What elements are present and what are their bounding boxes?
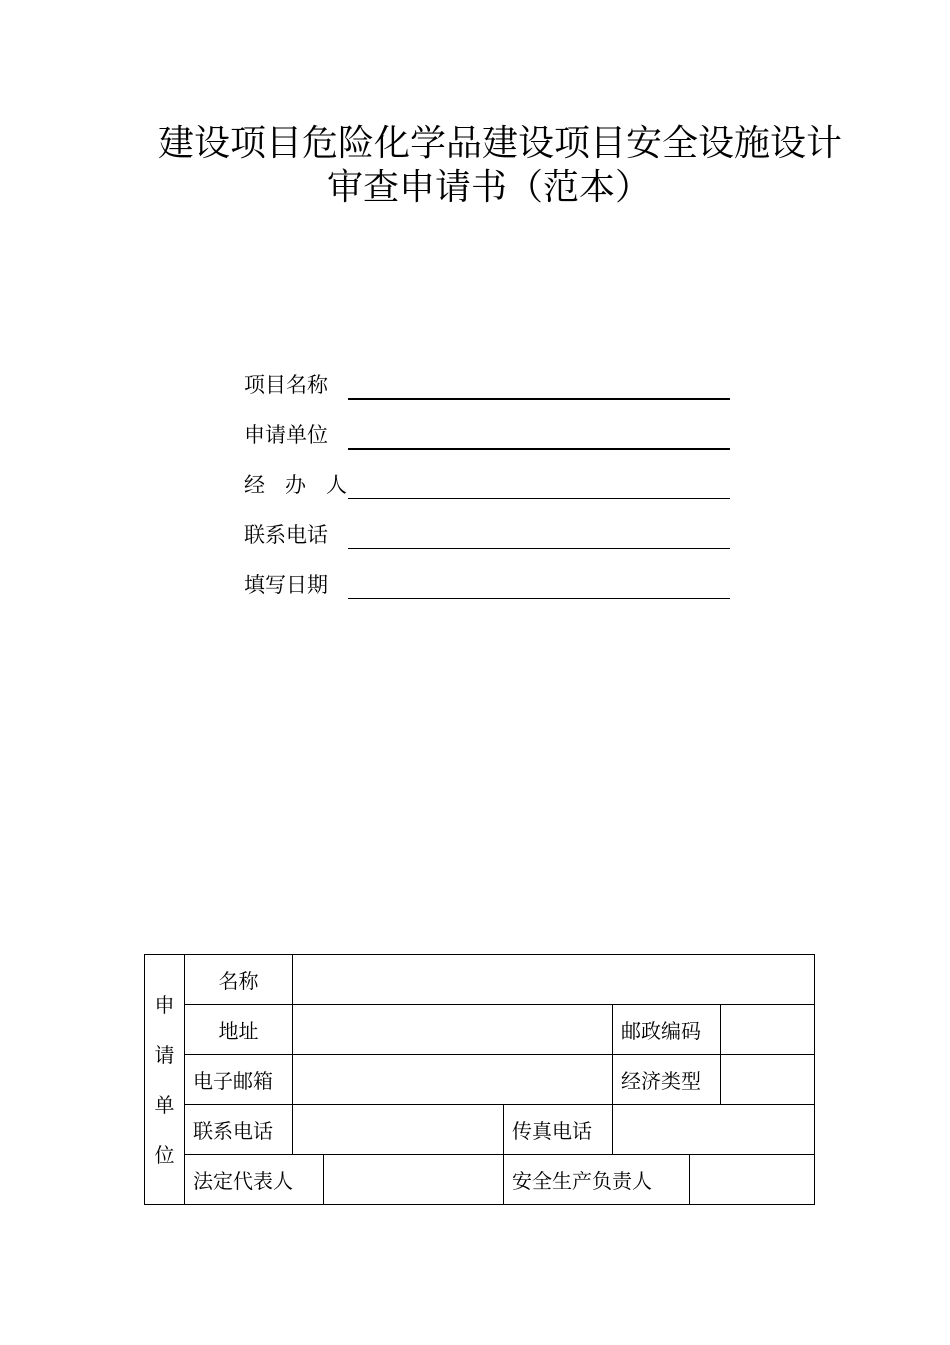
email-value-cell[interactable] xyxy=(293,1055,613,1105)
phone-label: 联系电话 xyxy=(244,523,328,547)
email-label-cell: 电子邮箱 xyxy=(185,1055,293,1105)
cover-field-date xyxy=(244,570,734,604)
fax-label-cell: 传真电话 xyxy=(504,1105,613,1155)
side-char: 请 xyxy=(154,1042,175,1067)
project-name-input-line[interactable] xyxy=(348,398,730,400)
side-label-cell xyxy=(145,955,185,1205)
legal-rep-label-cell: 法定代表人 xyxy=(185,1155,324,1205)
applicant-label: 申请单位 xyxy=(244,423,328,447)
date-input-line[interactable] xyxy=(348,598,730,599)
economic-type-label-cell: 经济类型 xyxy=(613,1055,721,1105)
side-char: 位 xyxy=(154,1142,175,1167)
side-char: 单 xyxy=(154,1092,175,1117)
fax-value-cell[interactable] xyxy=(613,1105,815,1155)
table-row xyxy=(145,1155,815,1205)
safety-head-value-cell[interactable] xyxy=(690,1155,815,1205)
phone-value-cell[interactable] xyxy=(293,1105,504,1155)
side-char: 申 xyxy=(154,992,175,1017)
project-name-label: 项目名称 xyxy=(244,373,328,397)
legal-rep-value-cell[interactable] xyxy=(324,1155,504,1205)
phone-input-line[interactable] xyxy=(348,548,730,549)
handler-label: 经 办 人 xyxy=(244,473,348,497)
postcode-label-cell: 邮政编码 xyxy=(613,1005,721,1055)
phone-label-cell: 联系电话 xyxy=(185,1105,293,1155)
document-title-line-2: 审查申请书（范本） xyxy=(327,167,652,208)
cover-field-applicant xyxy=(244,420,734,454)
table-row xyxy=(145,1055,815,1105)
date-label: 填写日期 xyxy=(244,573,328,597)
cover-field-phone xyxy=(244,520,734,554)
cover-field-handler xyxy=(244,470,734,504)
address-value-cell[interactable] xyxy=(293,1005,613,1055)
applicant-info-table xyxy=(144,954,815,1205)
cover-field-project-name xyxy=(244,370,734,404)
postcode-value-cell[interactable] xyxy=(721,1005,815,1055)
table-row xyxy=(145,955,815,1005)
table-row xyxy=(145,1105,815,1155)
name-value-cell[interactable] xyxy=(293,955,815,1005)
table-row xyxy=(145,1005,815,1055)
document-title-line-1: 建设项目危险化学品建设项目安全设施设计 xyxy=(158,123,843,164)
name-label-cell: 名称 xyxy=(185,955,293,1005)
safety-head-label-cell: 安全生产负责人 xyxy=(504,1155,690,1205)
applicant-input-line[interactable] xyxy=(348,448,730,450)
economic-type-value-cell[interactable] xyxy=(721,1055,815,1105)
address-label-cell: 地址 xyxy=(185,1005,293,1055)
handler-input-line[interactable] xyxy=(348,498,730,499)
